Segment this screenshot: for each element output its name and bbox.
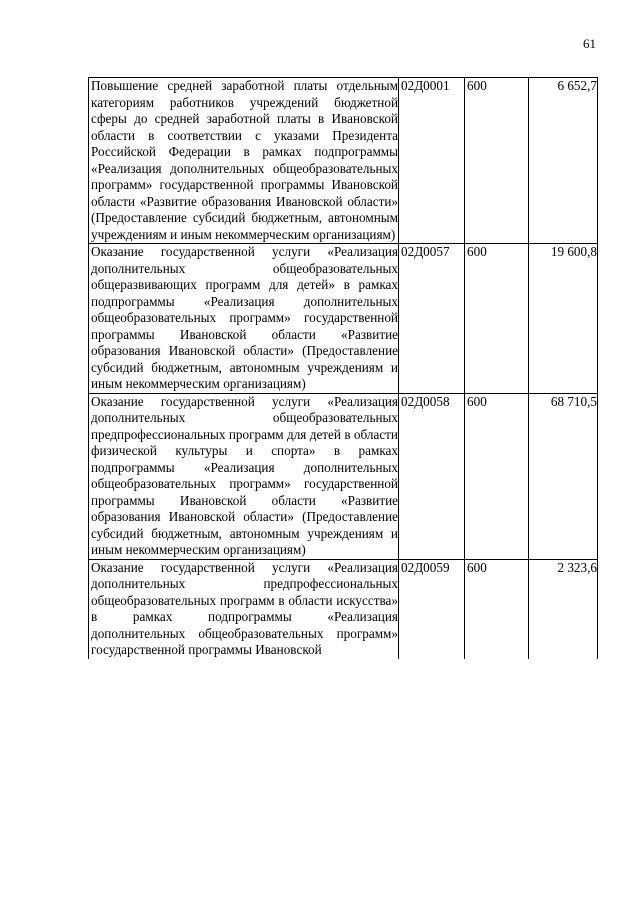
- row-expense-type: 600: [465, 393, 529, 559]
- table-row: [89, 393, 598, 559]
- table-row: [89, 78, 598, 244]
- row-expense-type: 600: [465, 78, 529, 244]
- row-description: Оказание государственной услуги «Реализация дополнительных общеобразовательных предпрофессиональных программ для детей в области физической культуры и спорта» в рамках подпрограммы «Реализация дополнительных общеобразовательных программ» государственной программы Ивановской области «Развитие образования Ивановской области» (Предоставление субсидий бюджетным, автономным учреждениям и иным некоммерческим организациям): [89, 393, 399, 559]
- row-target-code: 02Д0057: [399, 244, 465, 394]
- row-target-code: 02Д0059: [399, 559, 465, 659]
- row-expense-type: 600: [465, 559, 529, 659]
- row-target-code: 02Д0001: [399, 78, 465, 244]
- table-row: [89, 244, 598, 394]
- budget-table: [88, 77, 598, 659]
- row-amount: 2 323,6: [529, 559, 598, 659]
- row-amount: 19 600,8: [529, 244, 598, 394]
- row-amount: 6 652,7: [529, 78, 598, 244]
- row-description: Оказание государственной услуги «Реализация дополнительных предпрофессиональных общеобразовательных программ в области искусства» в рамках подпрограммы «Реализация дополнительных общеобразовательных программ» государственной программы Ивановской: [89, 559, 399, 659]
- row-description: Оказание государственной услуги «Реализация дополнительных общеобразовательных общеразвивающих программ для детей» в рамках подпрограммы «Реализация дополнительных общеобразовательных программ» государственной программы Ивановской области «Развитие образования Ивановской области» (Предоставление субсидий бюджетным, автономным учреждениям и иным некоммерческим организациям): [89, 244, 399, 394]
- row-description: Повышение средней заработной платы отдельным категориям работников учреждений бюджетной сферы до средней заработной платы в Ивановской области в соответствии с указами Президента Российской Федерации в рамках подпрограммы «Реализация дополнительных общеобразовательных программ» государственной программы Ивановской области «Развитие образования Ивановской области» (Предоставление субсидий бюджетным, автономным учреждениям и иным некоммерческим организациям): [89, 78, 399, 244]
- table-row: [89, 559, 598, 659]
- row-amount: 68 710,5: [529, 393, 598, 559]
- row-expense-type: 600: [465, 244, 529, 394]
- row-target-code: 02Д0058: [399, 393, 465, 559]
- page-number: 61: [583, 36, 596, 51]
